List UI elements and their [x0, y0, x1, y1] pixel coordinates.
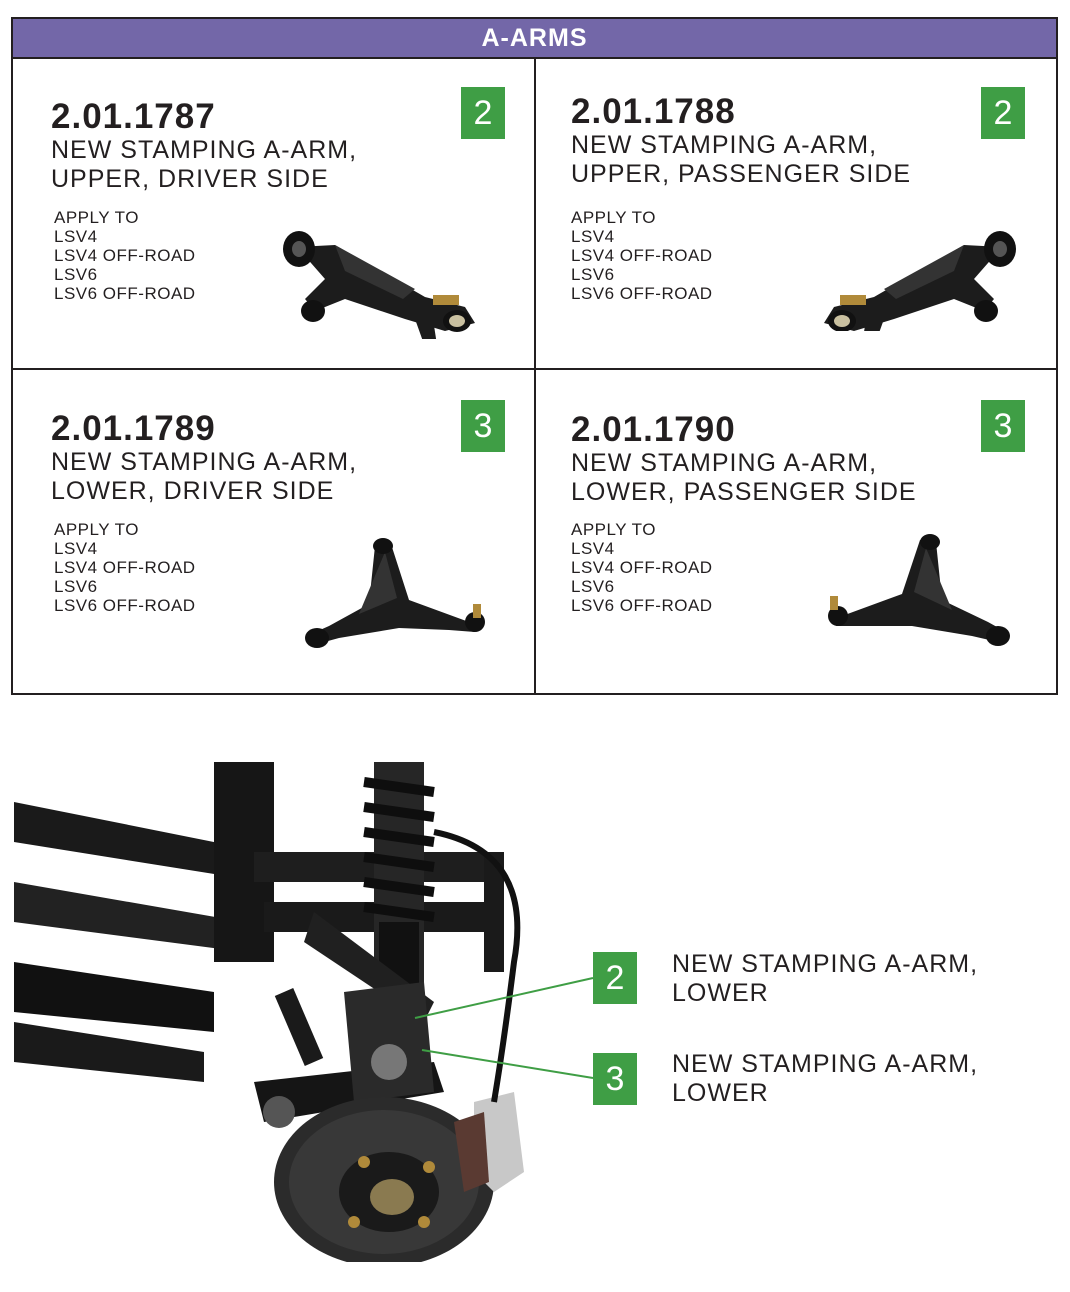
part-description-line: NEW STAMPING A-ARM, — [51, 136, 358, 164]
apply-to-heading: APPLY TO — [571, 520, 656, 539]
part-number: 2.01.1788 — [571, 92, 736, 131]
callout-label-line: LOWER — [672, 1079, 769, 1107]
apply-to-item: LSV4 OFF-ROAD — [54, 246, 196, 265]
reference-badge: 2 — [461, 87, 505, 139]
apply-to-item: LSV6 OFF-ROAD — [571, 284, 713, 303]
callout-badge: 3 — [593, 1053, 637, 1105]
part-description-line: NEW STAMPING A-ARM, — [571, 449, 878, 477]
callout-label-line: NEW STAMPING A-ARM, — [672, 950, 979, 978]
apply-to-item: LSV4 OFF-ROAD — [571, 246, 713, 265]
part-number: 2.01.1790 — [571, 410, 736, 449]
reference-badge: 2 — [981, 87, 1025, 139]
apply-to-item: LSV4 — [571, 539, 615, 558]
apply-to-heading: APPLY TO — [54, 208, 139, 227]
apply-to-item: LSV6 — [571, 265, 615, 284]
apply-to-item: LSV6 OFF-ROAD — [54, 596, 196, 615]
part-description-line: NEW STAMPING A-ARM, — [571, 131, 878, 159]
apply-to-heading: APPLY TO — [571, 208, 656, 227]
apply-to-item: LSV6 OFF-ROAD — [571, 596, 713, 615]
apply-to-item: LSV4 — [571, 227, 615, 246]
part-description-line: UPPER, PASSENGER SIDE — [571, 160, 912, 188]
apply-to-item: LSV6 — [54, 265, 98, 284]
apply-to-item: LSV4 OFF-ROAD — [571, 558, 713, 577]
apply-to-item: LSV4 OFF-ROAD — [54, 558, 196, 577]
part-number: 2.01.1787 — [51, 97, 216, 136]
reference-badge: 3 — [461, 400, 505, 452]
part-description-line: NEW STAMPING A-ARM, — [51, 448, 358, 476]
apply-to-item: LSV6 OFF-ROAD — [54, 284, 196, 303]
part-description-line: UPPER, DRIVER SIDE — [51, 165, 329, 193]
callout-badge: 2 — [593, 952, 637, 1004]
apply-to-item: LSV4 — [54, 539, 98, 558]
callout-label-line: NEW STAMPING A-ARM, — [672, 1050, 979, 1078]
apply-to-item: LSV6 — [54, 577, 98, 596]
section-title: A-ARMS — [13, 19, 1056, 59]
part-description-line: LOWER, PASSENGER SIDE — [571, 478, 917, 506]
apply-to-heading: APPLY TO — [54, 520, 139, 539]
part-description-line: LOWER, DRIVER SIDE — [51, 477, 335, 505]
callout-label-line: LOWER — [672, 979, 769, 1007]
apply-to-item: LSV6 — [571, 577, 615, 596]
reference-badge: 3 — [981, 400, 1025, 452]
callout-label — [672, 1050, 978, 1108]
callout-label — [672, 950, 978, 1008]
apply-to-item: LSV4 — [54, 227, 98, 246]
part-number: 2.01.1789 — [51, 409, 216, 448]
